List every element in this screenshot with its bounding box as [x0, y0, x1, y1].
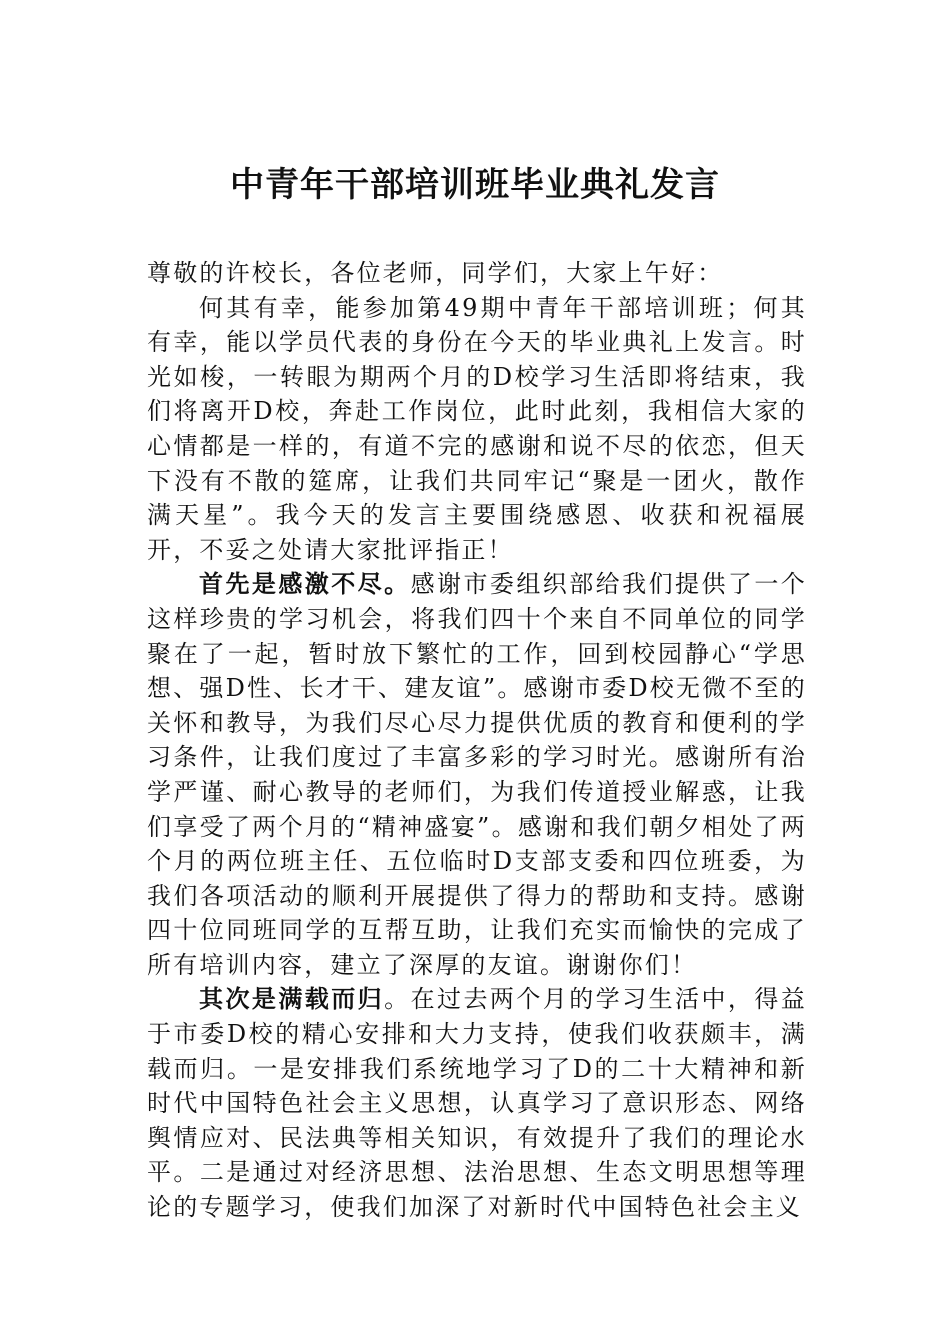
- paragraph-intro: [147, 291, 807, 568]
- paragraph-lead: 其次是满载而归: [199, 984, 385, 1014]
- paragraph-lead: 首先是感激不尽。: [199, 569, 411, 599]
- paragraph-harvest: [147, 982, 807, 1224]
- paragraph-gratitude: [147, 567, 807, 982]
- paragraph-text: 何其有幸，能参加第49期中青年干部培训班；何其有幸，能以学员代表的身份在今天的毕业典礼上发言。时光如梭，一转眼为期两个月的D校学习生活即将结束，我们将离开D校，奔赴工作岗位，此时此刻，我相信大家的心情都是一样的，有道不完的感谢和说不尽的依恋，但天下没有不散的筵席，让我们共同牢记“聚是一团火，散作满天星”。我今天的发言主要围绕感恩、收获和祝福展开，不妥之处请大家批评指正！: [147, 293, 807, 564]
- document-title: 中青年干部培训班毕业典礼发言: [230, 165, 720, 205]
- salutation: 尊敬的许校长，各位老师，同学们，大家上午好：: [147, 259, 724, 287]
- paragraph-text: 。在过去两个月的学习生活中，得益于市委D校的精心安排和大力支持，使我们收获颇丰，满载而归。一是安排我们系统地学习了D的二十大精神和新时代中国特色社会主义思想，认真学习了意识形态、网络舆情应对、民法典等相关知识，有效提升了我们的理论水平。二是通过对经济思想、法治思想、生态文明思想等理论的专题学习，使我们加深了对新时代中国特色社会主义: [147, 985, 807, 1222]
- document-body: [147, 256, 807, 1225]
- paragraph-text: 感谢市委组织部给我们提供了一个这样珍贵的学习机会，将我们四十个来自不同单位的同学聚在了一起，暂时放下繁忙的工作，回到校园静心“学思想、强D性、长才干、建友谊”。感谢市委D校无微不至的关怀和教导，为我们尽心尽力提供优质的教育和便利的学习条件，让我们度过了丰富多彩的学习时光。感谢所有治学严谨、耐心教导的老师们，为我们传道授业解惑，让我们享受了两个月的“精神盛宴”。感谢和我们朝夕相处了两个月的两位班主任、五位临时D支部支委和四位班委，为我们各项活动的顺利开展提供了得力的帮助和支持。感谢四十位同班同学的互帮互助，让我们充实而愉快的完成了所有培训内容，建立了深厚的友谊。谢谢你们！: [147, 570, 807, 979]
